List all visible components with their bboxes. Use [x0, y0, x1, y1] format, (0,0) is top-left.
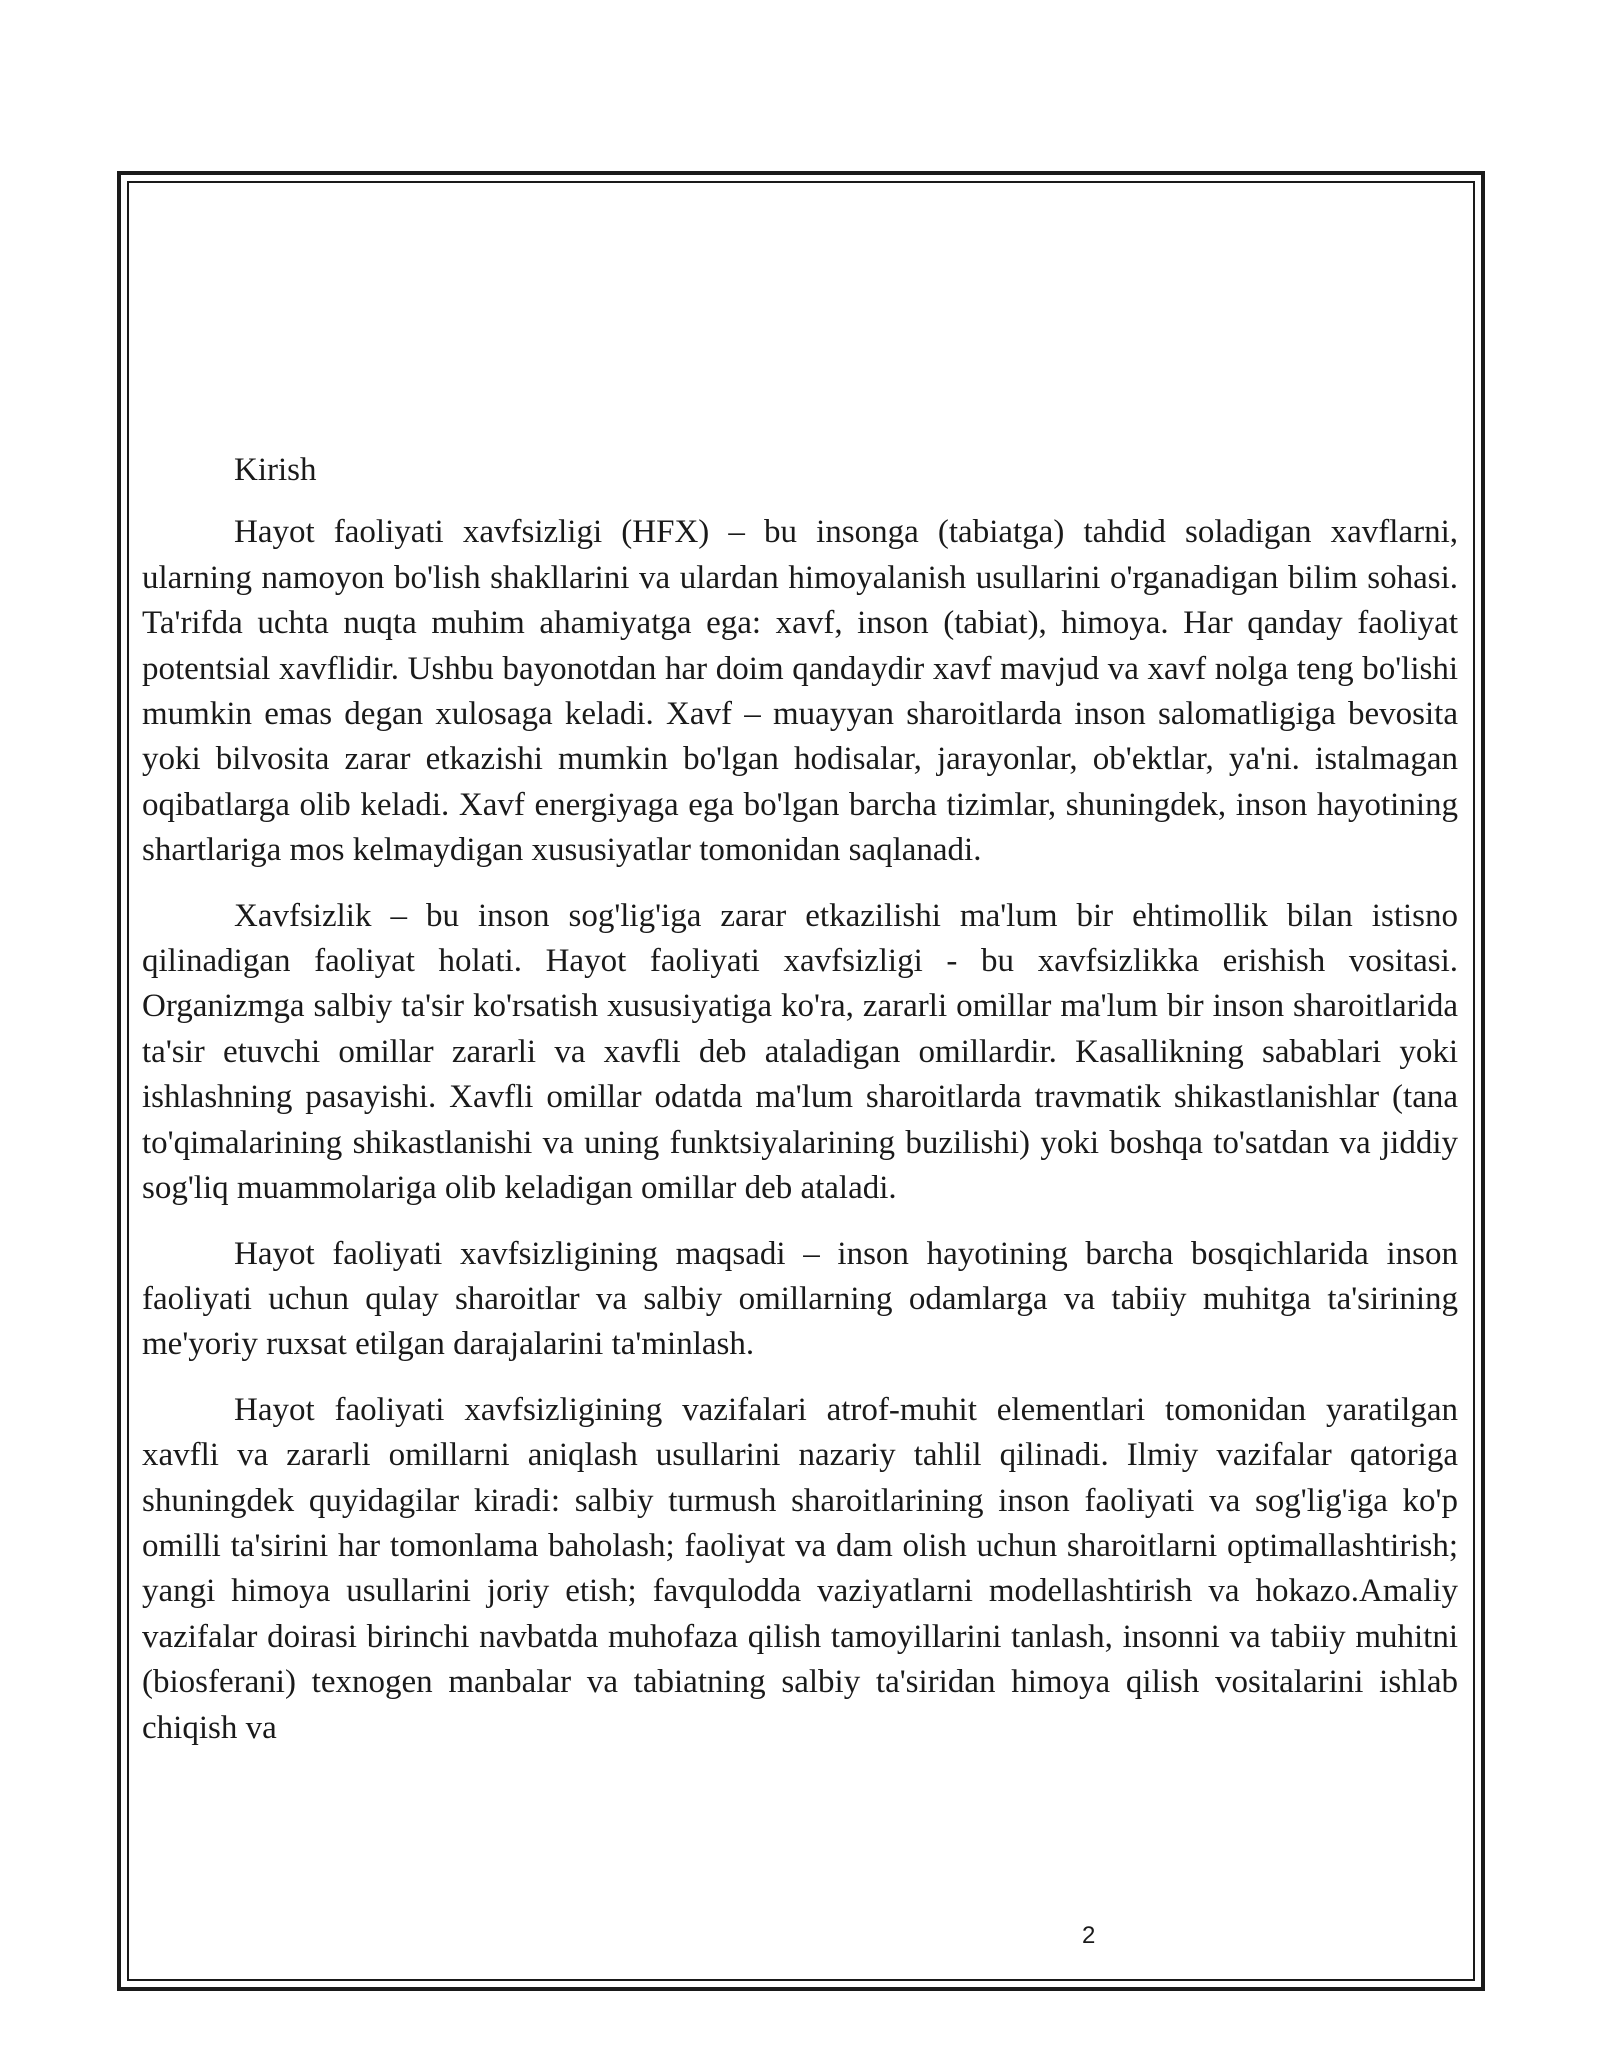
paragraph-3: Hayot faoliyati xavfsizligining maqsadi – inson hayotining barcha bosqichlarida inson faoliyati uchun qulay sharoitlar va salbiy omillarning odamlarga va tabiiy muhitga ta'sirining me'yoriy ruxsat etilgan darajalarini ta'minlash. [142, 1235, 1458, 1363]
section-heading: Kirish [234, 452, 317, 488]
paragraph-4: Hayot faoliyati xavfsizligining vazifalari atrof-muhit elementlari tomonidan yaratilgan xavfli va zararli omillarni aniqlash usullarini nazariy tahlil qilinadi. Ilmiy vazifalar qatoriga shuningdek quyidagilar kiradi: salbiy turmush sharoitlarining inson faoliyati va sog'lig'iga ko'p omilli ta'sirini har tomonlama baholash; faoliyat va dam olish uchun sharoitlarni optimallashtirish; yangi himoya usullarini joriy etish; favqulodda vaziyatlarni modellashtirish va hokazo.Amaliy vazifalar doirasi birinchi navbatda muhofaza qilish tamoyillarini tanlash, insonni va tabiiy muhitni (biosferani) texnogen manbalar va tabiatning salbiy ta'siridan himoya qilish vositalarini ishlab chiqish va [142, 1391, 1458, 1746]
paragraph-1: Hayot faoliyati xavfsizligi (HFX) – bu insonga (tabiatga) tahdid soladigan xavflarni, ularning namoyon bo'lish shakllarini va ulardan himoyalanish usullarini o'rganadigan bilim sohasi. Ta'rifda uchta nuqta muhim ahamiyatga ega: xavf, inson (tabiat), himoya. Har qanday faoliyat potentsial xavflidir. Ushbu bayonotdan har doim qandaydir xavf mavjud va xavf nolga teng bo'lishi mumkin emas degan xulosaga keladi. Xavf – muayyan sharoitlarda inson salomatligiga bevosita yoki bilvosita zarar etkazishi mumkin bo'lgan hodisalar, jarayonlar, ob'ektlar, ya'ni. istalmagan oqibatlarga olib keladi. Xavf energiyaga ega bo'lgan barcha tizimlar, shuningdek, inson hayotining shartlariga mos kelmaydigan xususiyatlar tomonidan saqlanadi. [142, 514, 1458, 869]
paragraph-2: Xavfsizlik – bu inson sog'lig'iga zarar etkazilishi ma'lum bir ehtimollik bilan istisno qilinadigan faoliyat holati. Hayot faoliyati xavfsizligi - bu xavfsizlikka erishish vositasi. Organizmga salbiy ta'sir ko'rsatish xususiyatiga ko'ra, zararli omillar ma'lum bir inson sharoitlarida ta'sir etuvchi omillar zararli va xavfli deb ataladigan omillardir. Kasallikning sabablari yoki ishlashning pasayishi. Xavfli omillar odatda ma'lum sharoitlarda travmatik shikastlanishlar (tana to'qimalarining shikastlanishi va uning funktsiyalarining buzilishi) yoki boshqa to'satdan va jiddiy sog'liq muammolariga olib keladigan omillar deb ataladi. [142, 897, 1458, 1207]
page-number: 2 [1082, 1922, 1096, 1949]
document-body [142, 448, 1458, 1771]
